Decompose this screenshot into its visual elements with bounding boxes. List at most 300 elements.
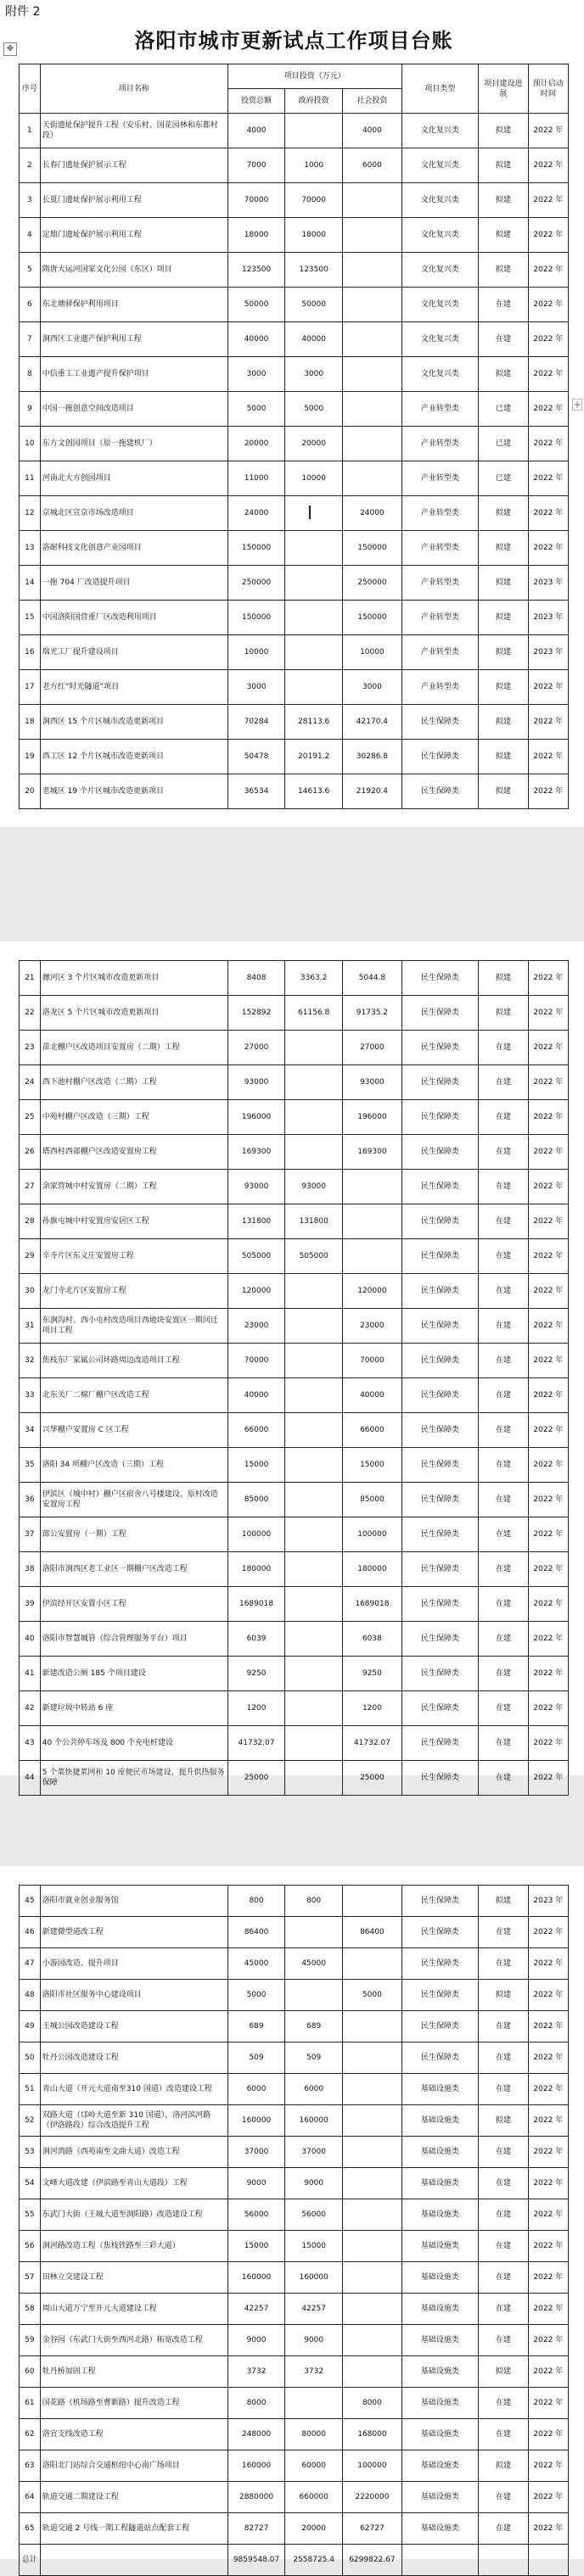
table-row [20, 2262, 569, 2294]
investment-social: 93000 [342, 1065, 402, 1100]
investment-government: 40000 [285, 322, 343, 357]
table-row [20, 1309, 569, 1344]
construction-status: 拟建 [479, 2450, 529, 2482]
start-year: 2023 年 [528, 601, 568, 635]
start-year: 2022 年 [528, 740, 568, 774]
project-name: 京城北区宣京市场改造项目 [40, 496, 227, 531]
investment-total: 150000 [227, 531, 285, 566]
project-type: 民生保障类 [402, 996, 478, 1031]
investment-total: 169300 [227, 1135, 285, 1170]
start-year: 2022 年 [528, 1378, 568, 1413]
investment-social: 6038 [342, 1622, 402, 1657]
start-year: 2023 年 [528, 635, 568, 670]
investment-social: 86400 [342, 1917, 402, 1948]
header-type: 项目类型 [402, 64, 478, 114]
start-year: 2022 年 [528, 1031, 568, 1065]
project-name: 涧河路改造工程（焦枝铁路至三彩大道） [40, 2231, 227, 2262]
investment-total: 248000 [227, 2419, 285, 2450]
project-name: 洛阳市就业创业服务馆 [40, 1886, 227, 1917]
project-name: 北东关厂二棉厂棚户区改造工程 [40, 1378, 227, 1413]
table-row [20, 1135, 569, 1170]
project-type: 基础设施类 [402, 2419, 478, 2450]
row-number: 37 [20, 1517, 41, 1552]
investment-social: 10000 [342, 635, 402, 670]
project-type: 民生保障类 [402, 1378, 478, 1413]
investment-total: 800 [227, 1886, 285, 1917]
investment-total: 40000 [227, 1378, 285, 1413]
project-type: 文化复兴类 [402, 322, 478, 357]
investment-total: 3000 [227, 357, 285, 392]
investment-total: 9000 [227, 2325, 285, 2356]
start-year: 2022 年 [528, 2294, 568, 2325]
project-name: 西下池村棚户区改造（二期）工程 [40, 1065, 227, 1100]
investment-total: 8000 [227, 2388, 285, 2419]
table-row [20, 2168, 569, 2199]
project-type: 基础设施类 [402, 2294, 478, 2325]
investment-social [342, 461, 402, 496]
investment-social [342, 1170, 402, 1204]
table-row [20, 774, 569, 809]
investment-total: 4000 [227, 114, 285, 148]
row-number: 22 [20, 996, 41, 1031]
project-type: 文化复兴类 [402, 288, 478, 322]
start-year: 2022 年 [528, 2482, 568, 2513]
project-name: 涧西区工业遗产保护利用工程 [40, 322, 227, 357]
investment-government [285, 1917, 343, 1948]
table-row [20, 2199, 569, 2231]
project-type: 产业转型类 [402, 496, 478, 531]
investment-government [285, 566, 343, 601]
table-row [20, 740, 569, 774]
table-row [20, 1948, 569, 1980]
investment-total: 56000 [227, 2199, 285, 2231]
project-name: 双路大道（邙岭大道至新 310 国道），洛河滨河路（伊洛路段）综合改造提升工程 [40, 2105, 227, 2137]
investment-social: 42170.4 [342, 705, 402, 740]
investment-government: 15000 [285, 2231, 343, 2262]
header-social: 社会投资 [342, 89, 402, 114]
project-type: 文化复兴类 [402, 218, 478, 253]
row-number: 19 [20, 740, 41, 774]
project-type: 民生保障类 [402, 1065, 478, 1100]
investment-total: 6039 [227, 1622, 285, 1657]
start-year: 2022 年 [528, 1517, 568, 1552]
start-year: 2022 年 [528, 427, 568, 461]
construction-status: 在建 [479, 2513, 529, 2545]
investment-government: 80000 [285, 2419, 343, 2450]
project-type: 民生保障类 [402, 774, 478, 809]
investment-social [342, 2356, 402, 2388]
row-number: 57 [20, 2262, 41, 2294]
investment-total: 20000 [227, 427, 285, 461]
investment-social [342, 2137, 402, 2168]
investment-government: 93000 [285, 1170, 343, 1204]
project-type: 基础设施类 [402, 2168, 478, 2199]
table-row [20, 322, 569, 357]
start-year: 2022 年 [528, 1344, 568, 1378]
table-row [20, 148, 569, 183]
project-type: 产业转型类 [402, 635, 478, 670]
row-number: 39 [20, 1587, 41, 1622]
project-type: 民生保障类 [402, 1344, 478, 1378]
table-row [20, 1917, 569, 1948]
start-year: 2022 年 [528, 392, 568, 427]
investment-government [285, 635, 343, 670]
start-year: 2022 年 [528, 148, 568, 183]
project-type: 基础设施类 [402, 2513, 478, 2545]
investment-government: 45000 [285, 1948, 343, 1980]
investment-government [285, 2388, 343, 2419]
investment-total: 86400 [227, 1917, 285, 1948]
project-name: 涧西区 15 个片区城市改造更新项目 [40, 705, 227, 740]
investment-total: 505000 [227, 1239, 285, 1274]
investment-social [342, 357, 402, 392]
project-type: 民生保障类 [402, 1031, 478, 1065]
row-number: 4 [20, 218, 41, 253]
project-name: 洛阳市社区服务中心建设项目 [40, 1980, 227, 2011]
investment-total: 123500 [227, 253, 285, 288]
investment-social: 23000 [342, 1309, 402, 1344]
investment-social [342, 392, 402, 427]
start-year: 2022 年 [528, 1948, 568, 1980]
construction-status: 在建 [479, 1448, 529, 1483]
investment-total: 18000 [227, 218, 285, 253]
table-row [20, 2545, 569, 2576]
add-column-icon[interactable]: + [573, 399, 582, 411]
investment-social: 168000 [342, 2419, 402, 2450]
project-name: 中国一拖创意空间改造项目 [40, 392, 227, 427]
start-year: 2022 年 [528, 1483, 568, 1517]
start-year: 2022 年 [528, 2074, 568, 2105]
investment-total: 3000 [227, 670, 285, 705]
construction-status: 拟建 [479, 2105, 529, 2137]
row-number: 21 [20, 961, 41, 996]
project-name: 轨道交通二期建设工程 [40, 2482, 227, 2513]
construction-status: 在建 [479, 2168, 529, 2199]
header-invest: 项目投资（万元） [227, 64, 402, 89]
project-type: 基础设施类 [402, 2231, 478, 2262]
investment-social: 1200 [342, 1691, 402, 1726]
investment-government [285, 601, 343, 635]
investment-social: 5000 [342, 1980, 402, 2011]
table-row [20, 2137, 569, 2168]
table-row [20, 961, 569, 996]
row-number: 62 [20, 2419, 41, 2450]
investment-total: 85000 [227, 1483, 285, 1517]
investment-total: 70000 [227, 1344, 285, 1378]
investment-government [285, 531, 343, 566]
header-total: 投资总额 [227, 89, 285, 114]
table-row [20, 2294, 569, 2325]
construction-status: 拟建 [479, 996, 529, 1031]
document-page-3 [0, 1866, 584, 2564]
investment-government: 10000 [285, 461, 343, 496]
investment-social: 9250 [342, 1657, 402, 1691]
start-year: 2022 年 [528, 114, 568, 148]
header-gov: 政府投资 [285, 89, 343, 114]
construction-status: 在建 [479, 1552, 529, 1587]
start-year: 2022 年 [528, 1622, 568, 1657]
start-year: 2022 年 [528, 1691, 568, 1726]
construction-status: 在建 [479, 2137, 529, 2168]
construction-status: 在建 [479, 2482, 529, 2513]
table-row [20, 1726, 569, 1761]
project-table-page-2 [19, 960, 569, 1796]
investment-social [342, 253, 402, 288]
table-row [20, 461, 569, 496]
construction-status: 在建 [479, 2294, 529, 2325]
investment-social [342, 1204, 402, 1239]
project-name: 小游园改造、提升项目 [40, 1948, 227, 1980]
start-year: 2022 年 [528, 2042, 568, 2074]
row-number: 43 [20, 1726, 41, 1761]
investment-social: 250000 [342, 566, 402, 601]
investment-total: 5000 [227, 1980, 285, 2011]
investment-social [342, 427, 402, 461]
project-name: 新建微型道改工程 [40, 1917, 227, 1948]
header-year: 预计启动时间 [528, 64, 568, 114]
project-name: 瑞光工厂提升建设项目 [40, 635, 227, 670]
table-row [20, 1065, 569, 1100]
project-name: 中国洛阳国营重厂区改造利用项目 [40, 601, 227, 635]
construction-status: 拟建 [479, 531, 529, 566]
project-type: 民生保障类 [402, 1100, 478, 1135]
start-year: 2022 年 [528, 1413, 568, 1448]
table-row [20, 1980, 569, 2011]
project-type: 民生保障类 [402, 1309, 478, 1344]
project-type: 产业转型类 [402, 601, 478, 635]
investment-social [342, 2294, 402, 2325]
investment-total: 509 [227, 2042, 285, 2074]
investment-government [285, 1552, 343, 1587]
investment-social: 100000 [342, 1517, 402, 1552]
row-number: 49 [20, 2011, 41, 2042]
investment-government: 18000 [285, 218, 343, 253]
investment-government [285, 1691, 343, 1726]
investment-government: 800 [285, 1886, 343, 1917]
start-year: 2022 年 [528, 996, 568, 1031]
investment-social: 30286.8 [342, 740, 402, 774]
investment-government [285, 1587, 343, 1622]
investment-total: 27000 [227, 1031, 285, 1065]
investment-total: 689 [227, 2011, 285, 2042]
investment-total: 131800 [227, 1204, 285, 1239]
investment-social [342, 2042, 402, 2074]
investment-government [285, 1135, 343, 1170]
start-year: 2022 年 [528, 1917, 568, 1948]
investment-total: 93000 [227, 1170, 285, 1204]
investment-government [285, 1622, 343, 1657]
start-year: 2022 年 [528, 2419, 568, 2450]
construction-status: 拟建 [479, 114, 529, 148]
construction-status: 在建 [479, 322, 529, 357]
investment-social: 5044.8 [342, 961, 402, 996]
investment-social [342, 1886, 402, 1917]
project-name: 新建改造公厕 185 个项目建设 [40, 1657, 227, 1691]
investment-total: 3732 [227, 2356, 285, 2388]
row-number: 45 [20, 1886, 41, 1917]
investment-social: 70000 [342, 1344, 402, 1378]
row-number: 23 [20, 1031, 41, 1065]
table-row [20, 392, 569, 427]
table-row [20, 2105, 569, 2137]
investment-social: 6000 [342, 148, 402, 183]
construction-status: 在建 [479, 1917, 529, 1948]
table-row [20, 2042, 569, 2074]
row-number: 10 [20, 427, 41, 461]
row-number: 30 [20, 1274, 41, 1309]
investment-total: 37000 [227, 2137, 285, 2168]
table-row [20, 114, 569, 148]
table-row [20, 1886, 569, 1917]
table-row [20, 566, 569, 601]
table-row [20, 996, 569, 1031]
investment-social: 25000 [342, 1761, 402, 1796]
row-number: 40 [20, 1622, 41, 1657]
investment-government [285, 1448, 343, 1483]
row-number: 50 [20, 2042, 41, 2074]
row-number: 61 [20, 2388, 41, 2419]
project-name: 新建垃圾中转站 6 座 [40, 1691, 227, 1726]
row-number: 56 [20, 2231, 41, 2262]
investment-total: 250000 [227, 566, 285, 601]
project-name: 中信重工工业遗产提升保护项目 [40, 357, 227, 392]
investment-total: 93000 [227, 1065, 285, 1100]
investment-social: 62727 [342, 2513, 402, 2545]
row-number: 58 [20, 2294, 41, 2325]
project-type: 基础设施类 [402, 2105, 478, 2137]
investment-government: 1000 [285, 148, 343, 183]
investment-total: 160000 [227, 2262, 285, 2294]
start-year: 2022 年 [528, 774, 568, 809]
investment-total: 5000 [227, 392, 285, 427]
investment-government: 509 [285, 2042, 343, 2074]
project-type: 民生保障类 [402, 1135, 478, 1170]
project-name: 龙门寺北片区安置房工程 [40, 1274, 227, 1309]
construction-status: 已建 [479, 427, 529, 461]
table-row [20, 288, 569, 322]
project-name: 东武门大街（王城大道至洞阳路）改造建设工程 [40, 2199, 227, 2231]
project-name: 伊滨区（城中村）棚户区宿舍八号楼建设、原村改造安置房工程 [40, 1483, 227, 1517]
project-name: 西工区 12 个片区城市改造更新项目 [40, 740, 227, 774]
construction-status: 在建 [479, 1657, 529, 1691]
project-name: 兴华棚户安置房 C 区工程 [40, 1413, 227, 1448]
project-name: 牡丹公园改造建设工程 [40, 2042, 227, 2074]
investment-social: 4000 [342, 114, 402, 148]
start-year: 2022 年 [528, 2105, 568, 2137]
table-row [20, 1274, 569, 1309]
investment-government: 160000 [285, 2105, 343, 2137]
table-row [20, 357, 569, 392]
row-number: 29 [20, 1239, 41, 1274]
investment-government [285, 1726, 343, 1761]
start-year: 2022 年 [528, 1552, 568, 1587]
start-year: 2022 年 [528, 1448, 568, 1483]
table-row [20, 1761, 569, 1796]
table-row [20, 2231, 569, 2262]
project-name: 郎公安置房（一期）工程 [40, 1517, 227, 1552]
investment-social [342, 2074, 402, 2105]
row-number: 27 [20, 1170, 41, 1204]
table-row [20, 1657, 569, 1691]
project-name: 定鼎门遗址保护展示利用工程 [40, 218, 227, 253]
investment-government [285, 1761, 343, 1796]
project-name: 老城区 19 个片区城市改造更新项目 [40, 774, 227, 809]
investment-total: 160000 [227, 2450, 285, 2482]
project-type: 民生保障类 [402, 1726, 478, 1761]
start-year: 2022 年 [528, 705, 568, 740]
construction-status: 拟建 [479, 961, 529, 996]
investment-social [342, 2231, 402, 2262]
row-number: 46 [20, 1917, 41, 1948]
construction-status: 拟建 [479, 357, 529, 392]
project-name: 洛阳 34 所棚户区改造（三期）工程 [40, 1448, 227, 1483]
table-row [20, 2011, 569, 2042]
construction-status: 在建 [479, 288, 529, 322]
start-year: 2022 年 [528, 183, 568, 218]
project-name: 河南北大方创园项目 [40, 461, 227, 496]
construction-status: 在建 [479, 2419, 529, 2450]
row-number: 52 [20, 2105, 41, 2137]
table-row [20, 1622, 569, 1657]
construction-status: 拟建 [479, 218, 529, 253]
row-number: 44 [20, 1761, 41, 1796]
investment-government: 14613.6 [285, 774, 343, 809]
project-name: 洛耐科技文化创意产业园项目 [40, 531, 227, 566]
row-number: 34 [20, 1413, 41, 1448]
investment-total: 24000 [227, 496, 285, 531]
row-number: 15 [20, 601, 41, 635]
investment-social: 150000 [342, 531, 402, 566]
start-year [528, 2545, 568, 2576]
project-name: 长春门遗址保护展示工程 [40, 148, 227, 183]
project-name: 焦枝东厂家属公司环路周边改造项目工程 [40, 1344, 227, 1378]
table-row [20, 2419, 569, 2450]
project-type: 基础设施类 [402, 2137, 478, 2168]
investment-government [285, 1413, 343, 1448]
start-year: 2022 年 [528, 1309, 568, 1344]
investment-government: 689 [285, 2011, 343, 2042]
project-type: 产业转型类 [402, 531, 478, 566]
investment-government: 50000 [285, 288, 343, 322]
investment-total: 70284 [227, 705, 285, 740]
project-name: 余家营城中村安置房（二期）工程 [40, 1170, 227, 1204]
project-name: 金谷园（东武门大街至西河北路）拓宽改造工程 [40, 2325, 227, 2356]
table-move-handle-icon[interactable]: ✥ [3, 42, 17, 56]
row-number: 63 [20, 2450, 41, 2482]
investment-government [285, 1309, 343, 1344]
project-type: 民生保障类 [402, 1657, 478, 1691]
investment-government: 9000 [285, 2325, 343, 2356]
construction-status: 在建 [479, 1726, 529, 1761]
investment-total: 180000 [227, 1552, 285, 1587]
project-type: 民生保障类 [402, 1622, 478, 1657]
start-year: 2022 年 [528, 461, 568, 496]
table-row [20, 1100, 569, 1135]
investment-total: 160000 [227, 2105, 285, 2137]
project-name: 孙旗屯城中村安置房安居区工程 [40, 1204, 227, 1239]
row-number: 51 [20, 2074, 41, 2105]
row-number: 2 [20, 148, 41, 183]
start-year: 2022 年 [528, 357, 568, 392]
table-row [20, 670, 569, 705]
project-name: 青山大道（开元大道南至310 国道）改造建设工程 [40, 2074, 227, 2105]
construction-status: 拟建 [479, 2356, 529, 2388]
table-row [20, 1344, 569, 1378]
investment-social: 3000 [342, 670, 402, 705]
project-name: 洛宜支线改造工程 [40, 2419, 227, 2450]
investment-total: 150000 [227, 601, 285, 635]
investment-social [342, 1948, 402, 1980]
